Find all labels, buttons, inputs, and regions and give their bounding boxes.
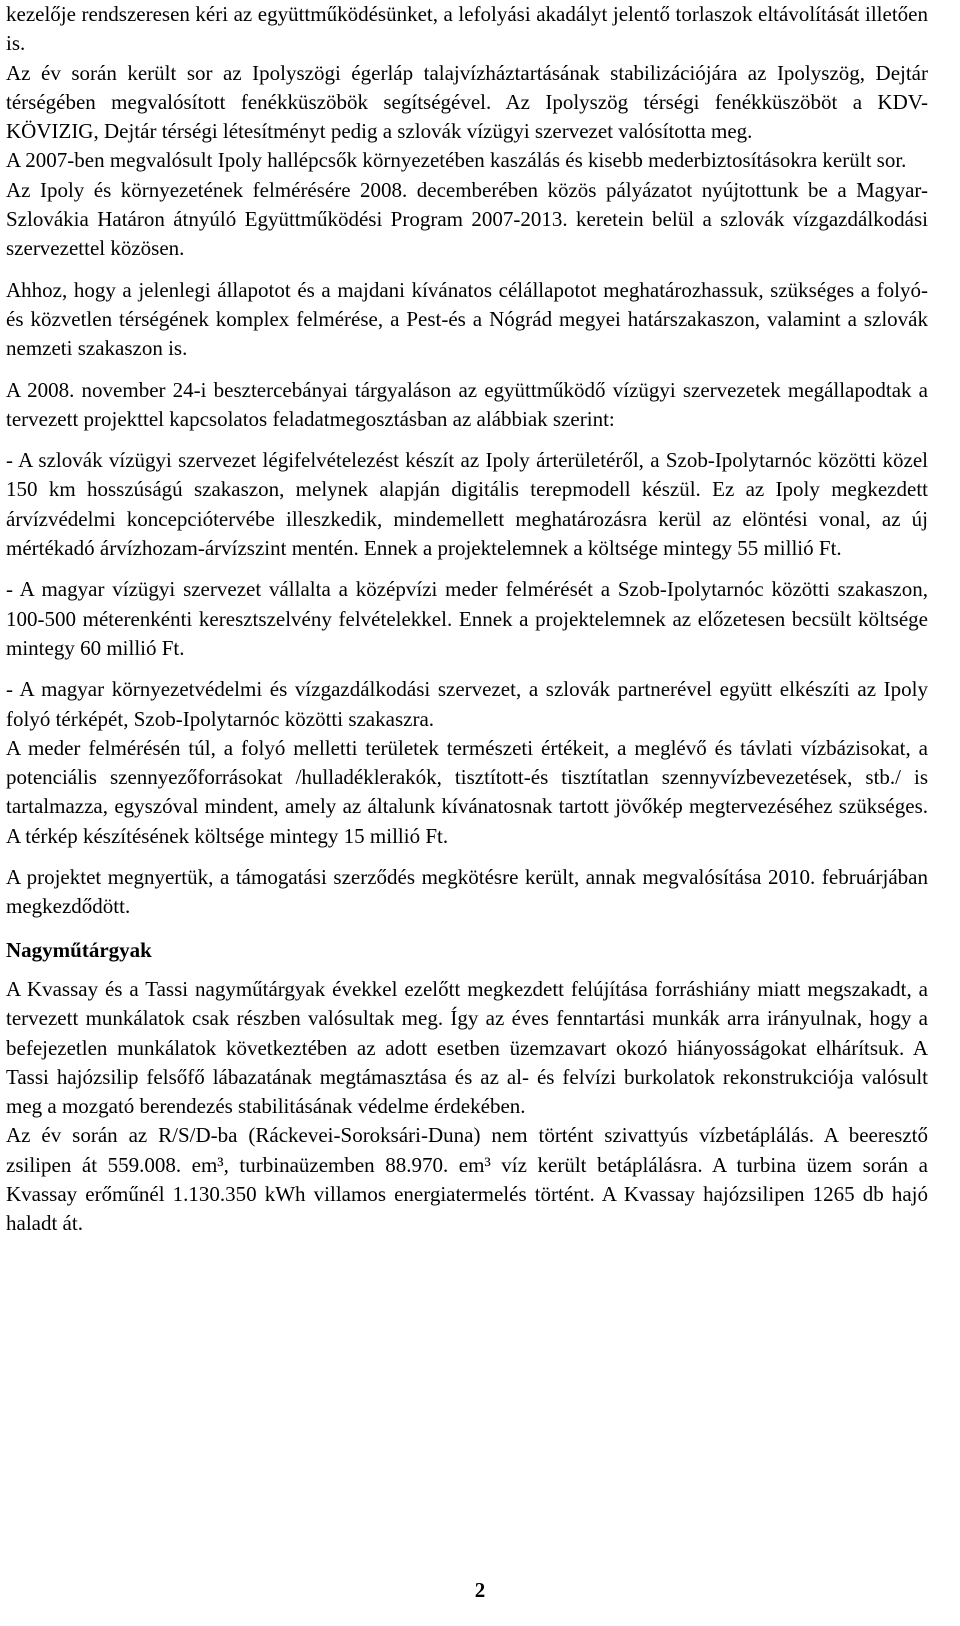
paragraph-environment-task: - A magyar környezetvédelmi és vízgazdálkodási szervezet, a szlovák partnerével együtt elkészíti az Ipoly folyó térképét, Szob-Ipolytarnóc közötti szakaszra.	[6, 677, 928, 731]
paragraph-assessment-need: Ahhoz, hogy a jelenlegi állapotot és a majdani kívánatos célállapotot meghatározhassuk, szükséges a folyó- és közvetlen térségének komplex felmérése, a Pest-és a Nógrád megyei határszakaszon, valamint a szlovák nemzeti szakaszon is.	[6, 277, 928, 361]
paragraph-ipolyszog-threshold: Az év során került sor az Ipolyszögi égerláp talajvízháztartásának stabilizációjára az Ipolyszög, Dejtár térségében megvalósított fenékküszöbök segítségével. Az Ipolyszög térségi fenékküszöböt a KDV-KÖVIZIG, Dejtár térségi létesítményt pedig a szlovák vízügyi szervezet valósította meg.	[6, 60, 928, 144]
paragraph-project-won: A projektet megnyertük, a támogatási szerződés megkötésre került, annak megvalósítása 2010. februárjában megkezdődött.	[6, 865, 928, 919]
paragraph-water-supply: Az év során az R/S/D-ba (Ráckevei-Soroksári-Duna) nem történt szivattyús vízbetáplálás. A beeresztő zsilipen át 559.008. em³, turbinaüzemben 88.970. em³ víz került betáplálásra. A turbina üzem során a Kvassay erőműnél 1.130.350 kWh villamos energiatermelés történt. A Kvassay hajózsilipen 1265 db hajó haladt át.	[6, 1123, 928, 1236]
paragraph-fish-ladder: A 2007-ben megvalósult Ipoly hallépcsők környezetében kaszálás és kisebb mederbiztosításokra került sor.	[6, 148, 907, 173]
paragraph-intro-continuation: kezelője rendszeresen kéri az együttműködésünket, a lefolyási akadályt jelentő torlaszok eltávolítását illetően is.	[6, 2, 928, 56]
paragraph-map-content: A meder felmérésén túl, a folyó melletti területek természeti értékeit, a meglévő és távlati vízbázisokat, a potenciális szennyezőforrásokat /hulladéklerakók, tisztított-és tisztítatlan szennyvízbevezetések, stb./ is tartalmazza, egyszóval mindent, amely az általunk kívánatosnak tartott jövőkép megtervezéséhez szükséges. A térkép készítésének költsége mintegy 15 millió Ft.	[6, 735, 928, 848]
paragraph-hungarian-water-task: - A magyar vízügyi szervezet vállalta a középvízi meder felmérését a Szob-Ipolytarnóc közötti szakaszon, 100-500 méterenkénti keresztszelvény felvételekkel. Ennek a projektelemnek az előzetesen becsült költsége mintegy 60 millió Ft.	[6, 577, 928, 660]
paragraph-joint-application: Az Ipoly és környezetének felmérésére 2008. decemberében közös pályázatot nyújtottunk be a Magyar-Szlovákia Határon átnyúló Együttműködési Program 2007-2013. keretein belül a szlovák vízgazdálkodási szervezettel közösen.	[6, 177, 928, 261]
paragraph-slovak-task: - A szlovák vízügyi szervezet légifelvételezést készít az Ipoly árterületéről, a Szob-Ipolytarnóc közötti közel 150 km hosszúságú szakaszon, melynek alapján digitális terepmodell készül. Ez az Ipoly megkezdett árvízvédelmi koncepciótervébe illeszkedik, mindemellett meghatározásra kerül az elöntési vonal, az új mértékadó árvízhozam-árvízszint mentén. Ennek a projektelemnek a költsége mintegy 55 millió Ft.	[6, 448, 928, 561]
paragraph-large-structures: A Kvassay és a Tassi nagyműtárgyak évekkel ezelőtt megkezdett felújítása forráshiány miatt megszakadt, a tervezett munkálatok csak részben valósultak meg. Így az éves fenntartási munkák arra irányulnak, hogy a befejezetlen munkálatok következtében az adott esetben üzemzavart okozó hiányosságokat elhárítsuk. A Tassi hajózsilip felsőfő lábazatának megtámasztása és az al- és felvízi burkolatok rekonstrukciója valósult meg a mozgató berendezés stabilitásának védelme érdekében.	[6, 976, 928, 1119]
page-number: 2	[474, 1578, 486, 1602]
paragraph-task-division: A 2008. november 24-i besztercebányai tárgyaláson az együttműködő vízügyi szervezetek megállapodtak a tervezett projekttel kapcsolatos feladatmegosztásban az alábbiak szerint:	[6, 377, 928, 431]
section-heading: Nagyműtárgyak	[6, 937, 152, 962]
